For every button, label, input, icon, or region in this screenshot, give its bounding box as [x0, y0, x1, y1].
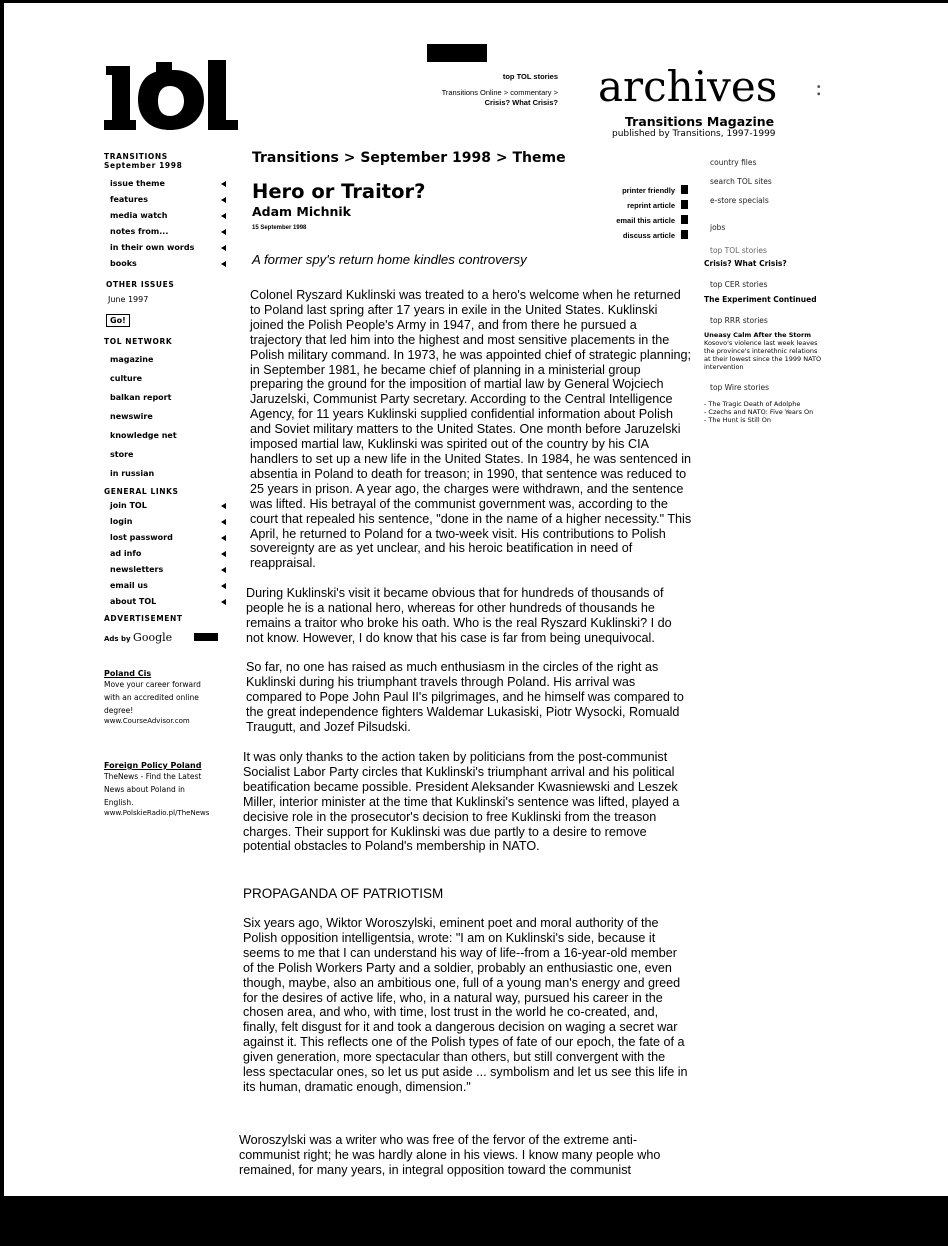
- arrow-left-icon: [221, 599, 226, 605]
- printer-friendly-link[interactable]: [560, 183, 688, 198]
- article-paragraph-3: [246, 660, 692, 735]
- nav-item-4[interactable]: [104, 240, 234, 256]
- left-border: [0, 0, 4, 1246]
- ad2-link[interactable]: Foreign Policy Poland: [104, 761, 202, 770]
- tol-logo[interactable]: [104, 60, 238, 136]
- nav-item-label: media watch: [110, 211, 168, 220]
- breadcrumb[interactable]: Transitions > September 1998 > Theme: [252, 150, 566, 166]
- ad2-text-1: TheNews - Find the Latest: [104, 772, 202, 781]
- top-tol-head: top TOL stories: [710, 246, 767, 255]
- right-column: [704, 158, 824, 424]
- paragraph-text: Six years ago, Wiktor Woroszylski, eminent poet and moral authority of the Polish opposition intelligentsia, wrote: "I am on Kuklinski's side, because it seems to me that I can understand his way of life--from a 16-year-old member of the Polish Workers Party and a soldier, probably an enthusiastic one, even though, maybe, also an ambitious one, full of a young man's energy and greed for the desires of active life, who, in a natural way, pursued his career in the chosen area, and who, with time, lost trust in the world he co-created, and, finally, felt disgust for it and took a dangerous decision on waging a secret war against it. This reflects one of the Polish types of fate of our epoch, the fate of a given generation, more spectacular than others, but still convergent with the less spectacular ones, so let us put aside ... symbolism and let us see this life in its human, dramatic enough, dimension.": [243, 916, 688, 1094]
- paragraph-text: It was only thanks to the action taken by politicians from the post-communist Socialist Labor Party circles that Kuklinski's triumphant arrival and his political beatification became possible. President Aleksander Kwasniewski and Leszek Miller, interior minister at the time that Kuklinski's sentence was lifted, played a decisive role in the prosecutor's decision to free Kuklinski from the treason charges. Their support for Kuklinski was due partly to a desire to remove potential obstacles to Poland's membership in NATO.: [243, 750, 680, 854]
- general-link-label: lost password: [110, 533, 173, 542]
- published-by: published by Transitions, 1997-1999: [612, 129, 776, 139]
- estore-link[interactable]: e-store specials: [710, 196, 769, 205]
- network-item-1[interactable]: [104, 369, 234, 388]
- arrow-left-icon: [221, 261, 226, 267]
- network-item-label: knowledge net: [110, 431, 177, 440]
- nav-item-label: books: [110, 259, 137, 268]
- path-link-1[interactable]: Transitions Online > commentary >: [441, 88, 558, 97]
- jobs-link[interactable]: jobs: [710, 223, 726, 232]
- arrow-left-icon: [221, 229, 226, 235]
- network-item-label: culture: [110, 374, 143, 383]
- ad2-url[interactable]: www.PolskieRadio.pl/TheNews: [104, 809, 210, 817]
- reprint-article-label: reprint article: [627, 201, 675, 210]
- paragraph-text: So far, no one has raised as much enthusiasm in the circles of the right as Kuklinski during his triumphant travels through Poland. His arrival was compared to Pope John Paul II's pilgrimages, and he himself was compared to the great independence fighters Waldemar Lukasiski, Piotr Wysocki, Romuald Traugutt, and Jozef Pilsudski.: [246, 660, 684, 734]
- general-link-label: newsletters: [110, 565, 164, 574]
- network-item-4[interactable]: [104, 426, 234, 445]
- arrow-left-icon: [221, 503, 226, 509]
- country-files-link[interactable]: country files: [710, 158, 757, 167]
- network-item-label: in russian: [110, 469, 155, 478]
- ad2-text-3: English.: [104, 798, 134, 807]
- nav-item-label: features: [110, 195, 148, 204]
- wire-link-2[interactable]: - Czechs and NATO: Five Years On: [704, 408, 814, 416]
- paragraph-text: During Kuklinski's visit it became obvious that for hundreds of thousands of people he is a national hero, whereas for other hundreds of thousands he remains a traitor who broke his oath. Who is the real Ryszard Kuklinski? I do not know. However, I do know that his case is far from being unequivocal.: [246, 586, 672, 645]
- google-logo[interactable]: Google: [133, 631, 173, 644]
- nav-item-label: issue theme: [110, 179, 165, 188]
- section-heading: PROPAGANDA OF PATRIOTISM: [243, 886, 444, 901]
- advertisement-head: ADVERTISEMENT: [104, 614, 183, 623]
- other-issues-head: OTHER ISSUES: [106, 280, 175, 289]
- top-wire-head: top Wire stories: [710, 383, 770, 392]
- network-item-label: magazine: [110, 355, 154, 364]
- search-link[interactable]: search TOL sites: [710, 177, 772, 186]
- ad-block-2: [104, 761, 234, 817]
- article-paragraph-4: [243, 750, 689, 854]
- issue-select[interactable]: June 1997: [108, 295, 149, 304]
- crisis-link[interactable]: Crisis? What Crisis?: [704, 259, 787, 268]
- archives-title: archives: [598, 62, 778, 111]
- network-item-5[interactable]: [104, 445, 234, 464]
- printer-icon: [681, 185, 688, 194]
- paragraph-text: Woroszylski was a writer who was free of the fervor of the extreme anti-communist right; he was hardly alone in his views. I know many people who remained, for many years, in integral opposition toward the communist: [239, 1133, 661, 1177]
- reprint-article-link[interactable]: [560, 198, 688, 213]
- nav-item-1[interactable]: [104, 192, 234, 208]
- article-paragraph-2: [246, 586, 692, 646]
- arrow-left-icon: [221, 197, 226, 203]
- network-item-0[interactable]: [104, 350, 234, 369]
- article-paragraph-5: [243, 916, 689, 1095]
- top-border: [0, 0, 948, 3]
- wire-link-3[interactable]: - The Hunt is Still On: [704, 416, 771, 424]
- network-item-2[interactable]: [104, 388, 234, 407]
- email-article-label: email this article: [616, 216, 675, 225]
- article-tools: [560, 183, 688, 243]
- nav-item-label: notes from...: [110, 227, 169, 236]
- ad1-text-1: Move your career forward: [104, 680, 201, 689]
- uneasy-text: Kosovo's violence last week leaves the province's interethnic relations at their lowest since the 1999 NATO intervention: [704, 339, 822, 371]
- general-link-4[interactable]: [104, 562, 234, 578]
- wire-link-1[interactable]: - The Tragic Death of Adolphe: [704, 400, 801, 408]
- top-links: [380, 72, 558, 108]
- printer-friendly-label: printer friendly: [622, 186, 675, 195]
- network-item-label: store: [110, 450, 134, 459]
- general-link-5[interactable]: [104, 578, 234, 594]
- top-cer-head: top CER stories: [710, 280, 768, 289]
- top-stories-link[interactable]: top TOL stories: [502, 72, 558, 81]
- network-item-6[interactable]: [104, 464, 234, 483]
- nav-item-3[interactable]: [104, 224, 234, 240]
- ad-choices-icon[interactable]: [194, 633, 218, 641]
- document-icon: [681, 200, 688, 209]
- general-link-2[interactable]: [104, 530, 234, 546]
- article-paragraph-6: [239, 1133, 689, 1178]
- general-link-label: join TOL: [110, 501, 147, 510]
- email-icon: [681, 215, 688, 224]
- path-link-2[interactable]: Crisis? What Crisis?: [484, 98, 558, 107]
- article-paragraph-1: [250, 288, 692, 571]
- network-item-label: newswire: [110, 412, 153, 421]
- left-nav: [104, 152, 234, 817]
- ad1-link[interactable]: Poland Cis: [104, 669, 152, 678]
- general-link-0[interactable]: [104, 498, 234, 514]
- arrow-left-icon: [221, 567, 226, 573]
- nav-item-0[interactable]: [104, 176, 234, 192]
- section-title: TRANSITIONS: [104, 152, 168, 161]
- ad1-text-3: degree!: [104, 706, 134, 715]
- discuss-article-label: discuss article: [622, 231, 675, 240]
- top-rrr-head: top RRR stories: [710, 316, 768, 325]
- general-link-3[interactable]: [104, 546, 234, 562]
- network-item-3[interactable]: [104, 407, 234, 426]
- arrow-left-icon: [221, 535, 226, 541]
- arrow-left-icon: [221, 583, 226, 589]
- general-link-label: login: [110, 517, 133, 526]
- section-issue: September 1998: [104, 161, 183, 170]
- general-link-6[interactable]: [104, 594, 234, 610]
- arrow-left-icon: [221, 519, 226, 525]
- arrow-left-icon: [221, 245, 226, 251]
- article-subtitle: A former spy's return home kindles controversy: [252, 252, 527, 267]
- network-item-label: balkan report: [110, 393, 172, 402]
- header-banner-block: [427, 44, 487, 62]
- general-links-head: GENERAL LINKS: [104, 487, 179, 496]
- nav-item-5[interactable]: [104, 256, 234, 272]
- ad1-url[interactable]: www.CourseAdvisor.com: [104, 717, 190, 725]
- archives-colon: :: [815, 76, 823, 101]
- ad-block-1: [104, 669, 234, 725]
- article-date: 15 September 1998: [252, 225, 307, 231]
- uneasy-link[interactable]: Uneasy Calm After the Storm: [704, 331, 811, 339]
- ad1-text-2: with an accredited online: [104, 693, 199, 702]
- nav-item-label: in their own words: [110, 243, 195, 252]
- paragraph-text: Colonel Ryszard Kuklinski was treated to a hero's welcome when he returned to Poland last spring after 17 years in exile in the United States. Kuklinski joined the Polish People's Army in 1947, and from there he pursued a trajectory that led him into the highest and most sensitive placements in the Polish military command. In 1973, he was appointed chief of strategic planning; in September 1981, he became chief of planning in a ministerial group preparing the ground for the imposition of martial law by General Wojciech Jaruzelski, Communist Party secretary. According to the Central Intelligence Agency, for 11 years Kuklinski supplied confidential information about Polish and Soviet military matters to the United States. One month before Jaruzelski imposed martial law, Kuklinski was spirited out of the country by his CIA handlers to set up a new life in the United States. In 1984, he was sentenced in absentia in Poland to death for treason; in 1990, that sentence was reduced to 25 years in prison. A year ago, the charges were withdrawn, and the sentence was lifted. His betrayal of the communist government was, according to the court that repealed his sentence, "done in the name of a higher necessity." This April, he returned to Poland for a two-week visit. His contributions to Polish sovereignty are as yet unclear, and his heroic beatification in need of reappraisal.: [250, 288, 692, 571]
- go-button[interactable]: Go!: [106, 314, 130, 327]
- arrow-left-icon: [221, 213, 226, 219]
- email-article-link[interactable]: [560, 213, 688, 228]
- article-author: Adam Michnik: [252, 204, 351, 219]
- arrow-left-icon: [221, 551, 226, 557]
- discuss-article-link[interactable]: [560, 228, 688, 243]
- ad2-text-2: News about Poland in: [104, 785, 185, 794]
- general-link-1[interactable]: [104, 514, 234, 530]
- bottom-border: [0, 1196, 948, 1246]
- experiment-link[interactable]: The Experiment Continued: [704, 295, 817, 304]
- discuss-icon: [681, 230, 688, 239]
- general-link-label: ad info: [110, 549, 142, 558]
- arrow-left-icon: [221, 181, 226, 187]
- ads-by-label: Ads by: [104, 635, 131, 643]
- magazine-name: Transitions Magazine: [625, 114, 775, 129]
- general-link-label: about TOL: [110, 597, 157, 606]
- network-head: TOL NETWORK: [104, 337, 173, 346]
- nav-item-2[interactable]: [104, 208, 234, 224]
- article-title: Hero or Traitor?: [252, 180, 426, 203]
- general-link-label: email us: [110, 581, 148, 590]
